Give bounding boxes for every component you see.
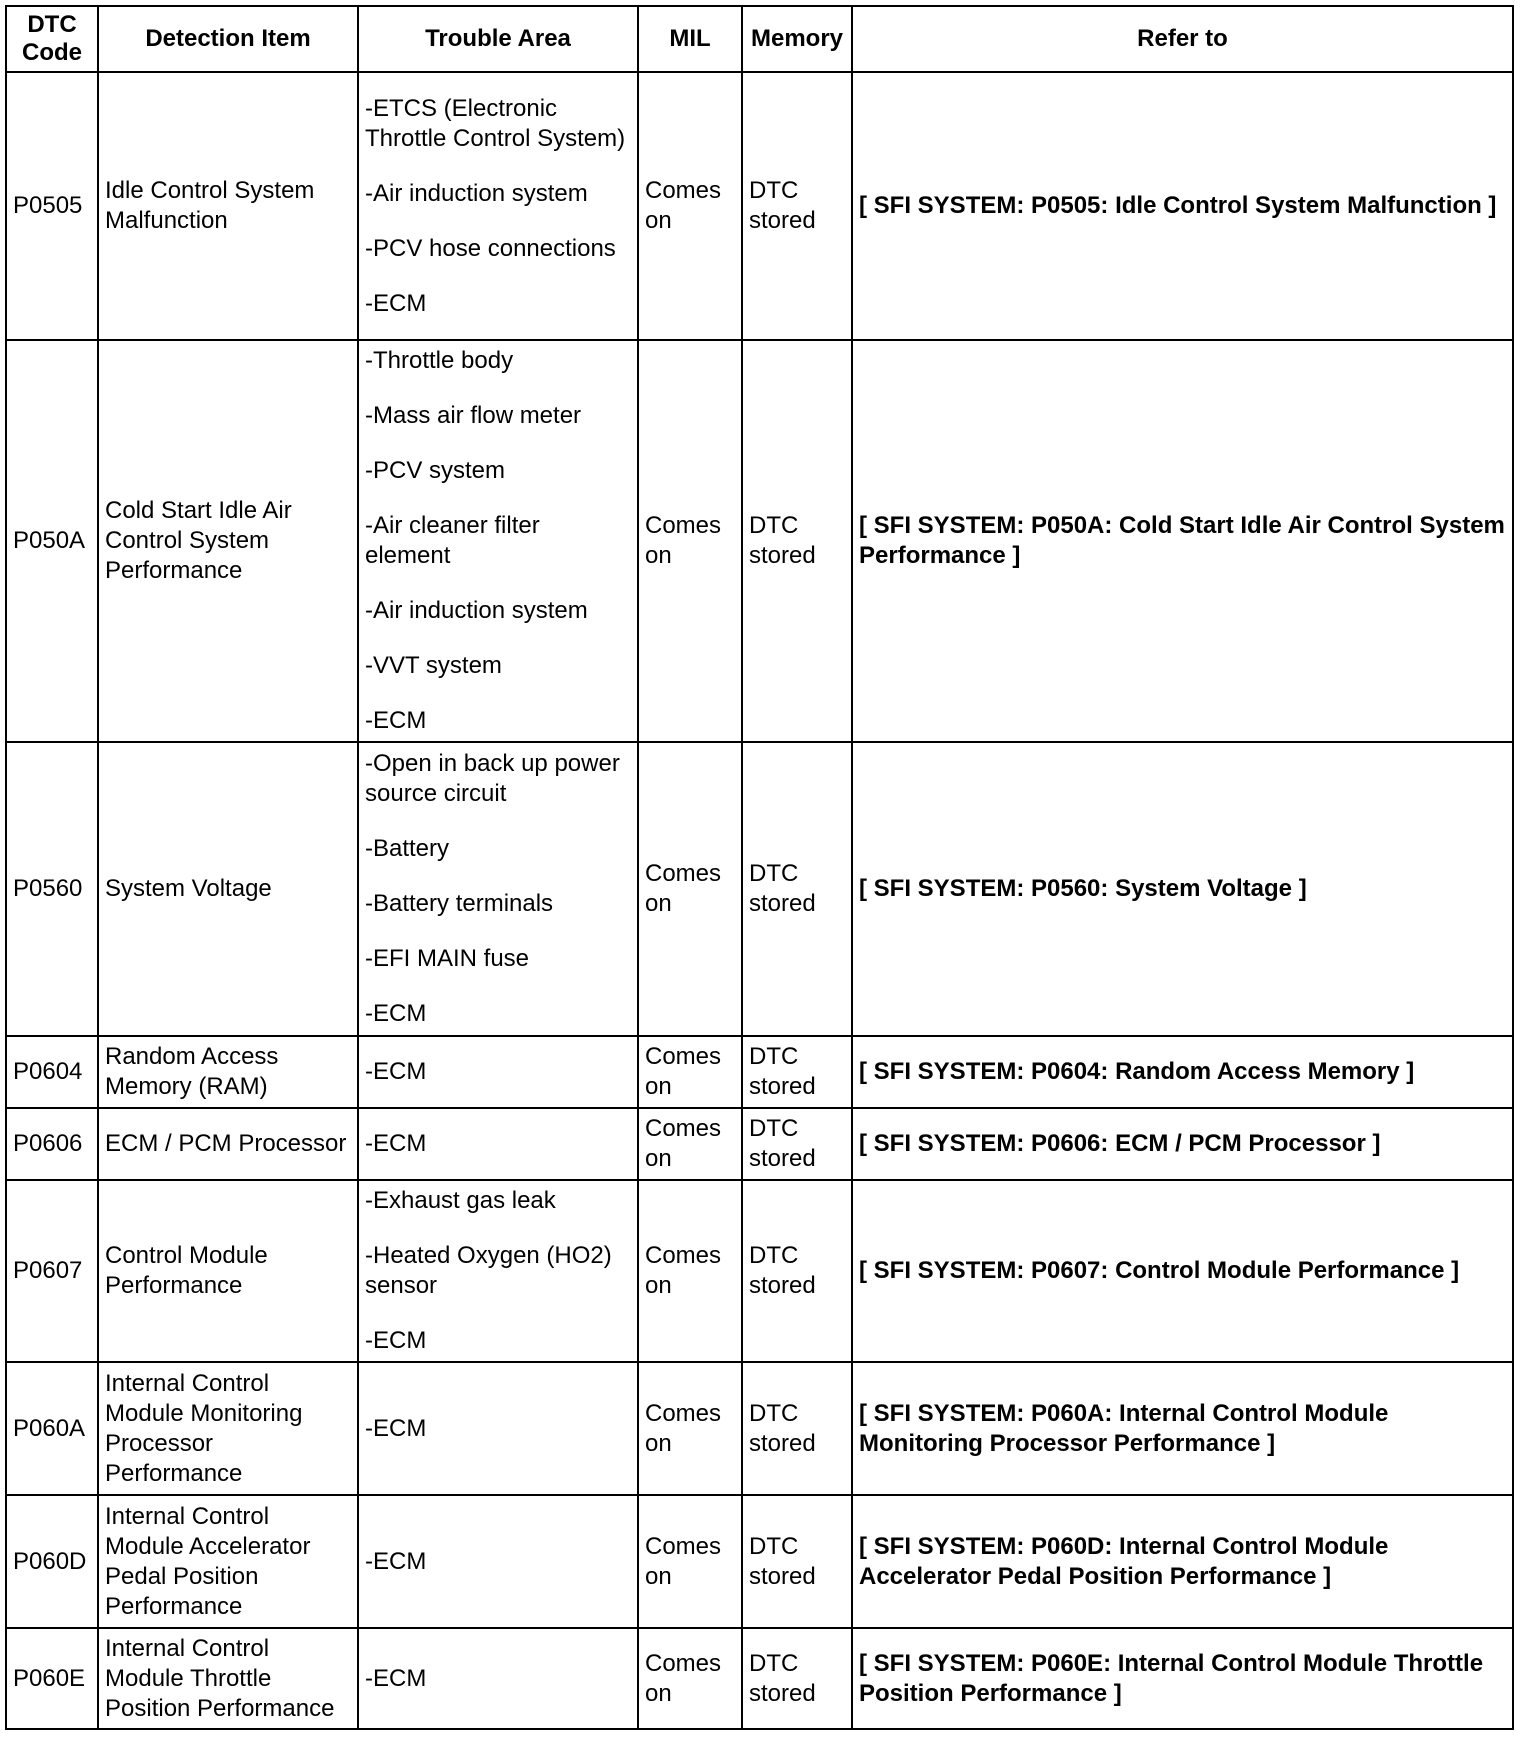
trouble-area-item: -ECM: [365, 289, 427, 317]
header-detection-item: Detection Item: [98, 6, 358, 72]
mil-cell: Comes on: [638, 742, 742, 1036]
detection-item-cell: System Voltage: [98, 742, 358, 1036]
detection-item-cell: Internal Control Module Monitoring Processor Performance: [98, 1362, 358, 1495]
header-mil: MIL: [638, 6, 742, 72]
refer-to-cell: [ SFI SYSTEM: P0606: ECM / PCM Processor ]: [852, 1108, 1513, 1180]
trouble-area-item: -ECM: [365, 1000, 427, 1027]
memory-cell: DTC stored: [742, 1495, 852, 1628]
trouble-area-item: -Air induction system: [365, 179, 588, 207]
trouble-area-cell: [358, 72, 638, 340]
trouble-area-item: -ECM: [365, 1547, 427, 1575]
refer-to-cell: [ SFI SYSTEM: P0607: Control Module Performance ]: [852, 1180, 1513, 1362]
trouble-area-cell: [358, 340, 638, 742]
trouble-area-item: -Air induction system: [365, 597, 588, 624]
dtc-code-cell: P060E: [6, 1628, 98, 1729]
trouble-area-item: -ECM: [365, 1058, 427, 1085]
trouble-area-cell: [358, 1495, 638, 1628]
mil-cell: Comes on: [638, 1180, 742, 1362]
trouble-area-cell: [358, 1362, 638, 1495]
trouble-area-item: -Battery terminals: [365, 890, 554, 917]
trouble-area-item: -Throttle body: [365, 347, 514, 374]
detection-item-cell: ECM / PCM Processor: [98, 1108, 358, 1180]
memory-cell: DTC stored: [742, 1108, 852, 1180]
detection-item-cell: Cold Start Idle Air Control System Performance: [98, 340, 358, 742]
table-row: [6, 1495, 1513, 1628]
trouble-area-cell: [358, 1108, 638, 1180]
dtc-code-cell: P0606: [6, 1108, 98, 1180]
dtc-code-cell: P050A: [6, 340, 98, 742]
refer-to-cell: [ SFI SYSTEM: P0604: Random Access Memory ]: [852, 1036, 1513, 1108]
memory-cell: DTC stored: [742, 1036, 852, 1108]
refer-to-cell: [ SFI SYSTEM: P0505: Idle Control System Malfunction ]: [852, 72, 1513, 340]
header-trouble-area: Trouble Area: [358, 6, 638, 72]
dtc-code-cell: P0607: [6, 1180, 98, 1362]
memory-cell: DTC stored: [742, 340, 852, 742]
header-dtc-code: DTC Code: [6, 6, 98, 72]
detection-item-cell: Random Access Memory (RAM): [98, 1036, 358, 1108]
table-row: [6, 72, 1513, 340]
trouble-area-item: -ECM: [365, 707, 427, 734]
table-row: [6, 340, 1513, 742]
mil-cell: Comes on: [638, 340, 742, 742]
mil-cell: Comes on: [638, 1628, 742, 1729]
trouble-area-cell: [358, 1036, 638, 1108]
trouble-area-item: -VVT system: [365, 652, 502, 679]
dtc-table-container: [5, 5, 1514, 1730]
trouble-area-cell: [358, 1180, 638, 1362]
header-memory: Memory: [742, 6, 852, 72]
dtc-code-cell: P0505: [6, 72, 98, 340]
trouble-area-item: -Air cleaner filter element: [365, 512, 540, 569]
trouble-area-item: -PCV hose connections: [365, 234, 616, 262]
mil-cell: Comes on: [638, 1495, 742, 1628]
dtc-table: [5, 5, 1514, 1730]
mil-cell: Comes on: [638, 1108, 742, 1180]
mil-cell: Comes on: [638, 1036, 742, 1108]
dtc-code-cell: P0604: [6, 1036, 98, 1108]
header-refer-to: Refer to: [852, 6, 1513, 72]
table-row: [6, 1108, 1513, 1180]
trouble-area-item: -ETCS (Electronic Throttle Control System): [365, 94, 626, 152]
memory-cell: DTC stored: [742, 72, 852, 340]
dtc-code-cell: P060A: [6, 1362, 98, 1495]
trouble-area-item: -ECM: [365, 1664, 427, 1692]
table-row: [6, 1180, 1513, 1362]
mil-cell: Comes on: [638, 1362, 742, 1495]
refer-to-cell: [ SFI SYSTEM: P060D: Internal Control Module Accelerator Pedal Position Performance ]: [852, 1495, 1513, 1628]
dtc-code-cell: P0560: [6, 742, 98, 1036]
trouble-area-item: -ECM: [365, 1327, 427, 1354]
detection-item-cell: Control Module Performance: [98, 1180, 358, 1362]
table-row: [6, 1036, 1513, 1108]
trouble-area-item: -ECM: [365, 1414, 427, 1442]
table-row: [6, 1362, 1513, 1495]
table-row: [6, 742, 1513, 1036]
detection-item-cell: Internal Control Module Throttle Position Performance: [98, 1628, 358, 1729]
trouble-area-item: -Exhaust gas leak: [365, 1187, 556, 1214]
trouble-area-cell: [358, 742, 638, 1036]
refer-to-cell: [ SFI SYSTEM: P060E: Internal Control Module Throttle Position Performance ]: [852, 1628, 1513, 1729]
trouble-area-item: -PCV system: [365, 457, 506, 484]
trouble-area-item: -EFI MAIN fuse: [365, 945, 530, 972]
trouble-area-item: -ECM: [365, 1130, 427, 1157]
refer-to-cell: [ SFI SYSTEM: P050A: Cold Start Idle Air Control System Performance ]: [852, 340, 1513, 742]
mil-cell: Comes on: [638, 72, 742, 340]
memory-cell: DTC stored: [742, 1362, 852, 1495]
memory-cell: DTC stored: [742, 1180, 852, 1362]
trouble-area-item: -Mass air flow meter: [365, 402, 582, 429]
refer-to-cell: [ SFI SYSTEM: P0560: System Voltage ]: [852, 742, 1513, 1036]
dtc-code-cell: P060D: [6, 1495, 98, 1628]
memory-cell: DTC stored: [742, 1628, 852, 1729]
table-header-row: [6, 6, 1513, 72]
table-row: [6, 1628, 1513, 1729]
trouble-area-cell: [358, 1628, 638, 1729]
trouble-area-item: -Heated Oxygen (HO2) sensor: [365, 1242, 612, 1299]
memory-cell: DTC stored: [742, 742, 852, 1036]
detection-item-cell: Internal Control Module Accelerator Pedal Position Performance: [98, 1495, 358, 1628]
refer-to-cell: [ SFI SYSTEM: P060A: Internal Control Module Monitoring Processor Performance ]: [852, 1362, 1513, 1495]
trouble-area-item: -Open in back up power source circuit: [365, 750, 620, 807]
trouble-area-item: -Battery: [365, 835, 450, 862]
detection-item-cell: Idle Control System Malfunction: [98, 72, 358, 340]
